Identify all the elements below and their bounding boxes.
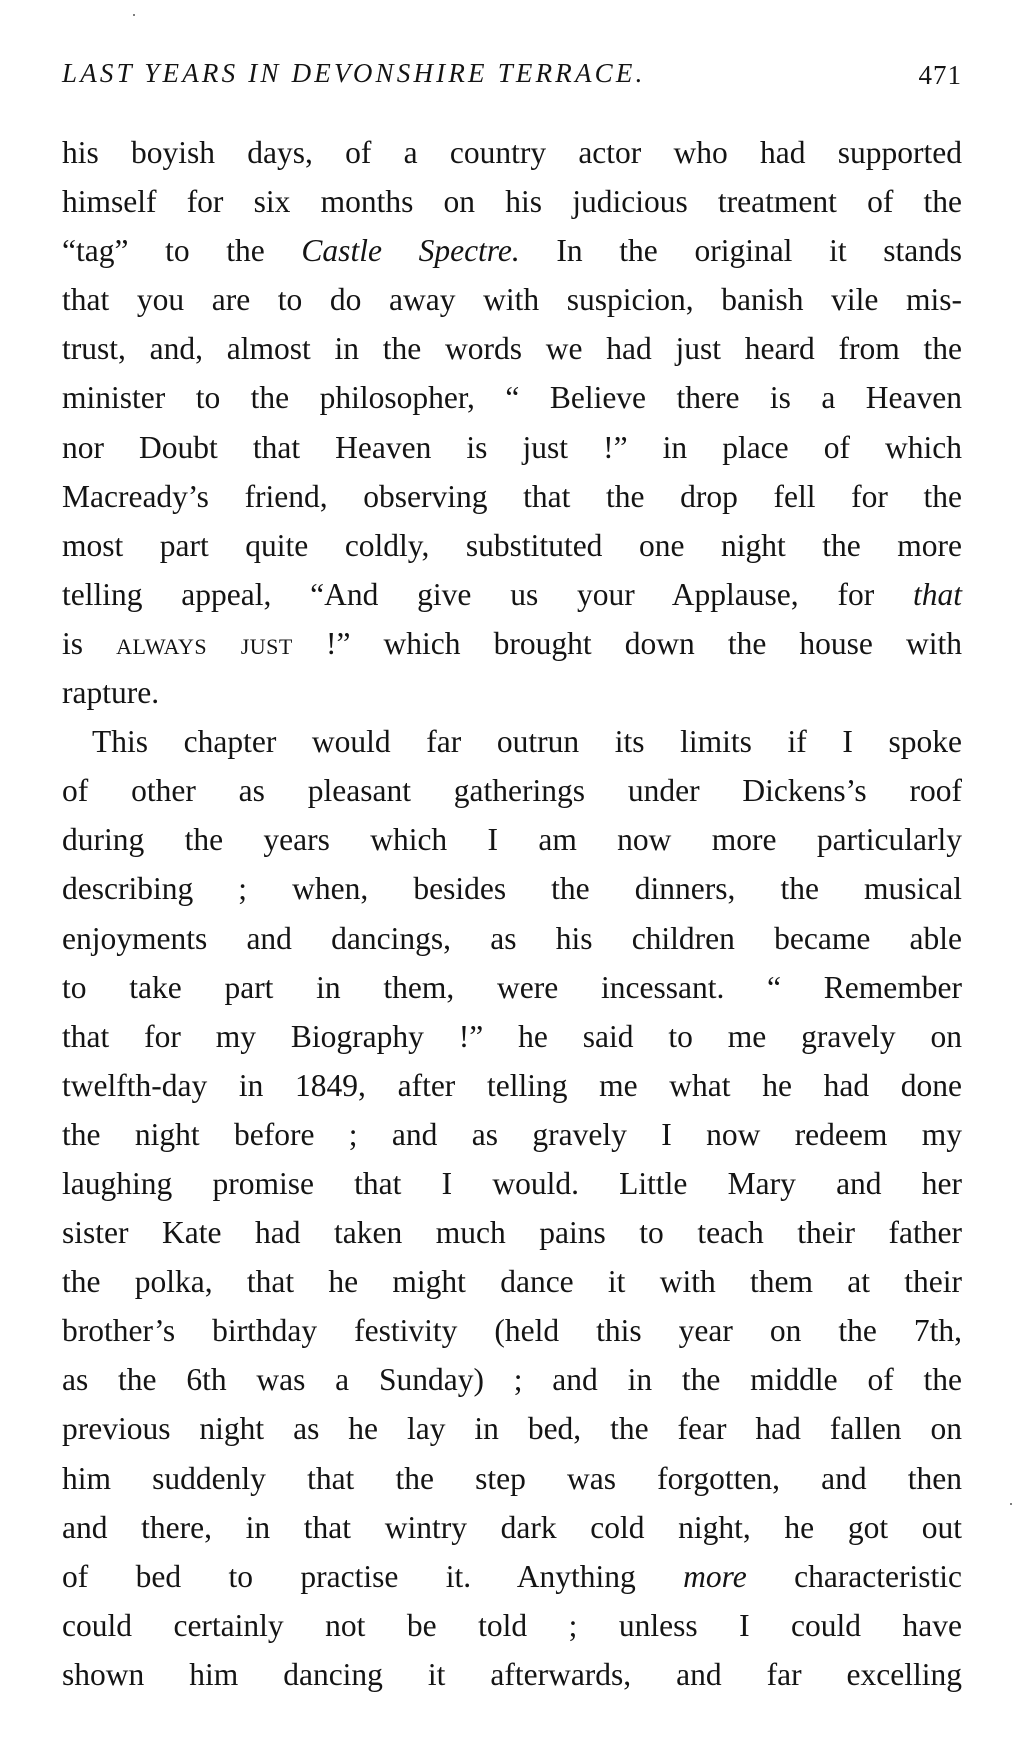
- text-line: the night before ; and as gravely I now redeem my: [62, 1116, 962, 1152]
- text-fragment: In the original it stands: [519, 233, 963, 269]
- paragraph-2: [62, 717, 962, 1699]
- text-line: to take part in them, were incessant. “ Remember: [62, 969, 962, 1005]
- text-line: his boyish days, of a country actor who had supported: [62, 135, 962, 170]
- emphasis: that: [912, 576, 962, 612]
- text-fragment: “tag” to the: [62, 233, 302, 269]
- text-line: nor Doubt that Heaven is just !” in place of which: [62, 429, 962, 465]
- text-line: the polka, that he might dance it with them at their: [62, 1264, 962, 1300]
- emphasis: more: [683, 1558, 747, 1594]
- text-fragment: !” which brought down the house with: [292, 625, 963, 661]
- text-line: enjoyments and dancings, as his children became able: [62, 920, 962, 956]
- play-title: Castle Spectre.: [301, 233, 520, 269]
- text-line: and there, in that wintry dark cold night, he got out: [62, 1509, 962, 1545]
- scan-speck: [133, 14, 135, 16]
- text-line: [62, 619, 962, 668]
- body-text: [62, 128, 962, 1699]
- text-fragment: of bed to practise it. Anything: [62, 1558, 684, 1594]
- text-line: brother’s birthday festivity (held this year on the 7th,: [62, 1313, 962, 1349]
- scan-speck: [1010, 1503, 1012, 1505]
- text-line: [62, 226, 962, 275]
- text-fragment: is: [62, 625, 117, 661]
- text-fragment: telling appeal, “And give us your Applause, for: [62, 576, 913, 612]
- text-line: twelfth-day in 1849, after telling me what he had done: [62, 1067, 962, 1103]
- text-line: trust, and, almost in the words we had just heard from the: [62, 331, 962, 367]
- text-line: rapture.: [62, 675, 160, 711]
- page-number: 471: [918, 60, 962, 90]
- text-line: himself for six months on his judicious treatment of the: [62, 184, 962, 220]
- text-line: [62, 1552, 962, 1601]
- text-fragment: characteristic: [746, 1558, 962, 1594]
- text-line: Macready’s friend, observing that the drop fell for the: [62, 478, 962, 514]
- text-line: laughing promise that I would. Little Mary and her: [62, 1165, 962, 1201]
- text-line: of other as pleasant gatherings under Dickens’s roof: [62, 773, 962, 809]
- text-line: during the years which I am now more particularly: [62, 822, 962, 858]
- text-line: [62, 570, 962, 619]
- text-line: as the 6th was a Sunday) ; and in the middle of the: [62, 1362, 962, 1398]
- text-line: that for my Biography !” he said to me gravely on: [62, 1018, 962, 1054]
- text-line: minister to the philosopher, “ Believe there is a Heaven: [62, 380, 962, 416]
- text-line: This chapter would far outrun its limits if I spoke: [92, 724, 962, 760]
- text-line: describing ; when, besides the dinners, the musical: [62, 871, 962, 907]
- paragraph-1: [62, 128, 962, 717]
- text-line: that you are to do away with suspicion, banish vile mis-: [62, 282, 962, 318]
- text-line: most part quite coldly, substituted one night the more: [62, 527, 962, 563]
- text-line: him suddenly that the step was forgotten, and then: [62, 1460, 962, 1496]
- small-caps-text: always just: [116, 625, 293, 661]
- text-line: shown him dancing it afterwards, and far excelling: [62, 1656, 962, 1692]
- text-line: previous night as he lay in bed, the fear had fallen on: [62, 1411, 962, 1447]
- page-header: [62, 58, 962, 98]
- text-line: could certainly not be told ; unless I could have: [62, 1607, 962, 1643]
- text-line: sister Kate had taken much pains to teach their father: [62, 1215, 962, 1251]
- running-title: LAST YEARS IN DEVONSHIRE TERRACE.: [62, 58, 646, 88]
